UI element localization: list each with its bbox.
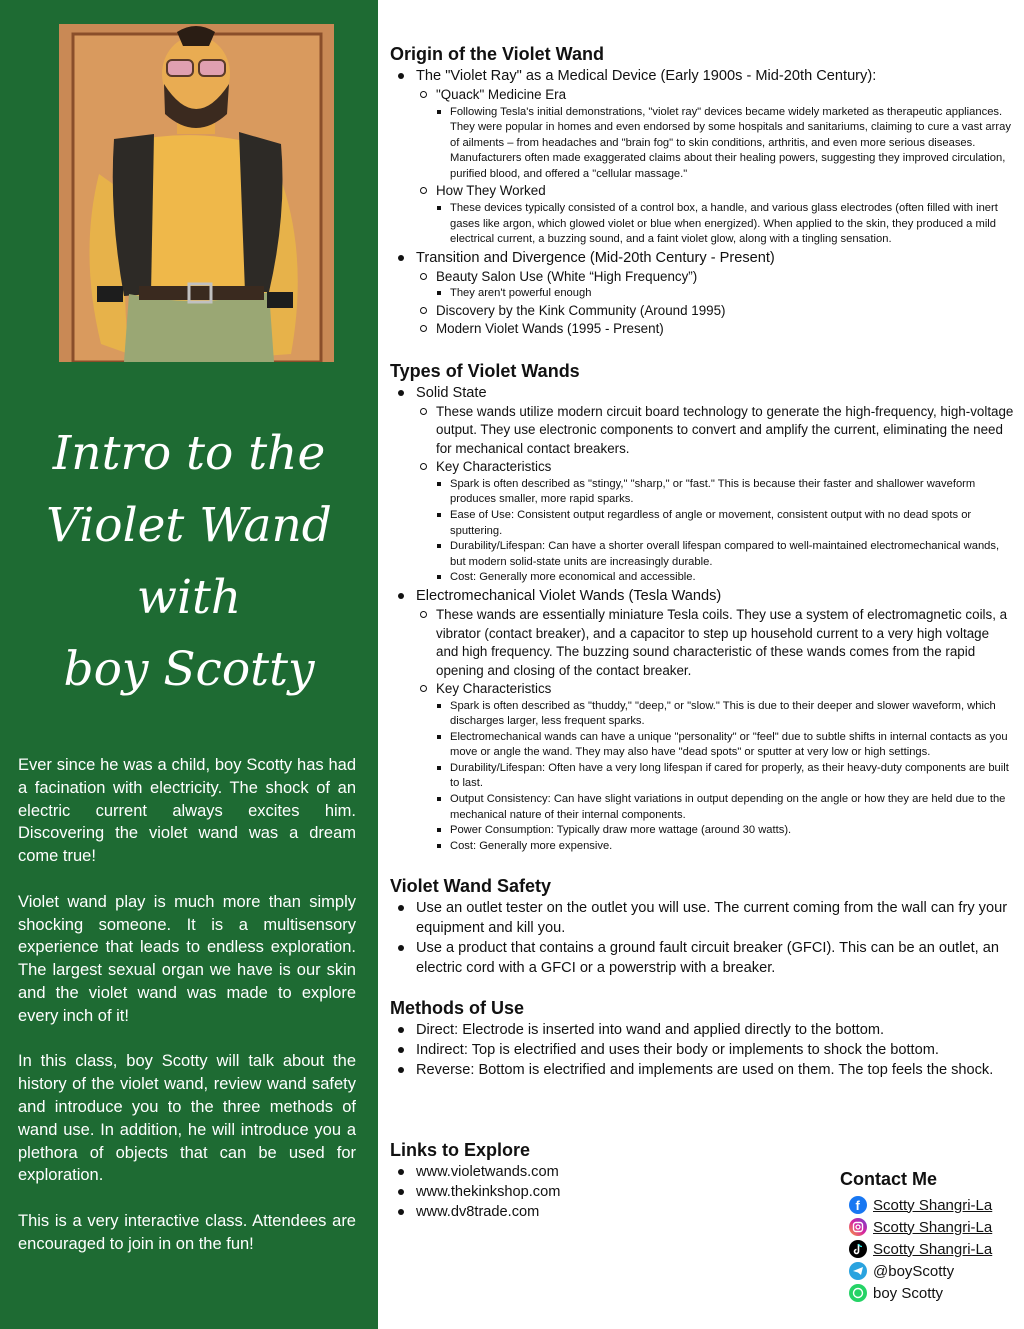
list-item: Output Consistency: Can have slight variations in output depending on the angle or how they are held due to the mechanical nature of their internal components. [390, 792, 1014, 823]
title-line: Violet Wand [46, 498, 332, 553]
list-item: They aren't powerful enough [390, 286, 1014, 302]
list-item: Use an outlet tester on the outlet you will use. The current coming from the wall can fry your equipment and kill you. [390, 898, 1014, 938]
contact-instagram[interactable] [840, 1216, 1020, 1238]
origin-section [390, 42, 1014, 339]
contact-facebook[interactable] [840, 1194, 1020, 1216]
list-item: Key Characteristics [390, 458, 1014, 477]
instagram-icon [849, 1218, 867, 1236]
section-heading: Origin of the Violet Wand [390, 44, 604, 64]
contact-heading: Contact Me [840, 1169, 938, 1189]
safety-section [390, 874, 1014, 978]
contact-tiktok[interactable] [840, 1238, 1020, 1260]
link-item[interactable]: www.violetwands.com [390, 1162, 810, 1182]
telegram-icon [849, 1262, 867, 1280]
list-item: These wands utilize modern circuit board technology to generate the high-frequency, high-voltage output. They use electronic components to convert and amplify the current, eliminating the need for mechanical contact breakers. [390, 403, 1014, 459]
contact-label: boy Scotty [873, 1284, 944, 1302]
list-item: Reverse: Bottom is electrified and implements are used on them. The top feels the shock. [390, 1060, 1014, 1080]
list-item: Spark is often described as "thuddy," "deep," or "slow." This is due to their deeper and slower waveform, which discharges larger, less frequent sparks. [390, 699, 1014, 730]
list-item: How They Worked [390, 182, 1014, 201]
portrait-illustration [59, 24, 334, 362]
title-line: boy Scotty [63, 642, 315, 697]
list-item: Discovery by the Kink Community (Around 1995) [390, 302, 1014, 321]
main-content [390, 42, 1014, 1080]
links-section [390, 1138, 810, 1222]
section-heading: Types of Violet Wands [390, 360, 580, 381]
facebook-icon [849, 1196, 867, 1214]
list-item: Ease of Use: Consistent output regardless of angle or movement, consistent output with no dead spots or sputtering. [390, 508, 1014, 539]
list-item: Use a product that contains a ground fault circuit breaker (GFCI). This can be an outlet, an electric cord with a GFCI or a powerstrip with a breaker. [390, 938, 1014, 978]
tiktok-icon [849, 1240, 867, 1258]
intro-paragraph: This is a very interactive class. Attendees are encouraged to join in on the fun! [18, 1211, 356, 1253]
list-item: Direct: Electrode is inserted into wand and applied directly to the bottom. [390, 1020, 1014, 1040]
list-item: Following Tesla's initial demonstrations, "violet ray" devices became widely marketed as therapeutic appliances. They were popular in homes and even endorsed by some hospitals and sanitariums, claiming to cure a vast array of ailments – from headaches and "brain fog" to skin conditions, arthritis, and even more serious diseases. Manufacturers often made exaggerated claims about their healing powers, suggesting they improved circulation, purified blood, and offered a "cellular massage." [390, 105, 1014, 183]
methods-section [390, 996, 1014, 1080]
class-description [18, 754, 356, 1278]
list-item: Beauty Salon Use (White “High Frequency”) [390, 268, 1014, 287]
intro-paragraph: In this class, boy Scotty will talk about the history of the violet wand, review wand safety and introduce you to the three methods of wand use. In addition, he will introduce you a plethora of objects that can be used for exploration. [18, 1052, 356, 1185]
list-item: Power Consumption: Typically draw more wattage (around 30 watts). [390, 823, 1014, 839]
list-item: Indirect: Top is electrified and uses their body or implements to shock the bottom. [390, 1040, 1014, 1060]
svg-text:f: f [855, 1198, 860, 1213]
sidebar [0, 0, 378, 1329]
link-item[interactable]: www.thekinkshop.com [390, 1182, 810, 1202]
list-item: The "Violet Ray" as a Medical Device (Early 1900s - Mid-20th Century): [390, 66, 1014, 86]
list-item: Modern Violet Wands (1995 - Present) [390, 320, 1014, 339]
section-heading: Methods of Use [390, 998, 525, 1019]
list-item: Electromechanical wands can have a unique "personality" or "feel" due to subtle shifts in internal contacts as you move or angle the wand. They may also have "dead spots" or sputter at very low or high settings. [390, 730, 1014, 761]
list-item: Electromechanical Violet Wands (Tesla Wands) [390, 586, 1014, 606]
link-item[interactable]: www.dv8trade.com [390, 1202, 810, 1222]
contact-label[interactable]: Scotty Shangri-La [873, 1196, 993, 1214]
list-item: Solid State [390, 383, 1014, 403]
whatsapp-icon [849, 1284, 867, 1302]
types-section [390, 359, 1014, 855]
class-title [0, 418, 378, 706]
contact-section [840, 1168, 1020, 1304]
contact-label[interactable]: Scotty Shangri-La [873, 1240, 993, 1258]
section-heading: Links to Explore [390, 1140, 531, 1160]
contact-telegram[interactable] [840, 1260, 1020, 1282]
list-item: Durability/Lifespan: Often have a very long lifespan if cared for properly, as their heavy-duty components are built to last. [390, 761, 1014, 792]
section-heading: Violet Wand Safety [390, 876, 552, 897]
contact-label: @boyScotty [873, 1262, 955, 1280]
contact-label[interactable]: Scotty Shangri-La [873, 1218, 993, 1236]
contact-whatsapp[interactable] [840, 1282, 1020, 1304]
list-item: Durability/Lifespan: Can have a shorter overall lifespan compared to well-maintained electromechanical wands, but modern solid-state units are increasingly durable. [390, 539, 1014, 570]
list-item: Cost: Generally more expensive. [390, 839, 1014, 855]
intro-paragraph: Ever since he was a child, boy Scotty has had a facination with electricity. The shock of an electric current always excites him. Discovering the violet wand was a dream come true! [18, 756, 356, 866]
list-item: Key Characteristics [390, 680, 1014, 699]
list-item: These devices typically consisted of a control box, a handle, and various glass electrodes (often filled with inert gases like argon, which glowed violet or blue when energized). When applied to the skin, they produced a mild electrical current, a buzzing sound, and a faint violet glow, along with a tingling sensation. [390, 201, 1014, 248]
intro-paragraph: Violet wand play is much more than simply shocking someone. It is a multisensory experience that leads to endless exploration. The largest sexual organ we have is our skin and the violet wand was made to explore every inch of it! [18, 892, 356, 1025]
list-item: Spark is often described as "stingy," "sharp," or "fast." This is because their faster and shallower waveform produces smaller, more rapid sparks. [390, 477, 1014, 508]
list-item: These wands are essentially miniature Tesla coils. They use a system of electromagnetic coils, a vibrator (contact breaker), and a capacitor to step up household current to a very high voltage and high frequency. The buzzing sound characteristic of these wands comes from the rapid opening and closing of the contact breaker. [390, 606, 1014, 680]
list-item: Transition and Divergence (Mid-20th Century - Present) [390, 248, 1014, 268]
title-line: with [136, 570, 242, 625]
list-item: "Quack" Medicine Era [390, 86, 1014, 105]
list-item: Cost: Generally more economical and accessible. [390, 570, 1014, 586]
title-line: Intro to the [52, 426, 326, 481]
